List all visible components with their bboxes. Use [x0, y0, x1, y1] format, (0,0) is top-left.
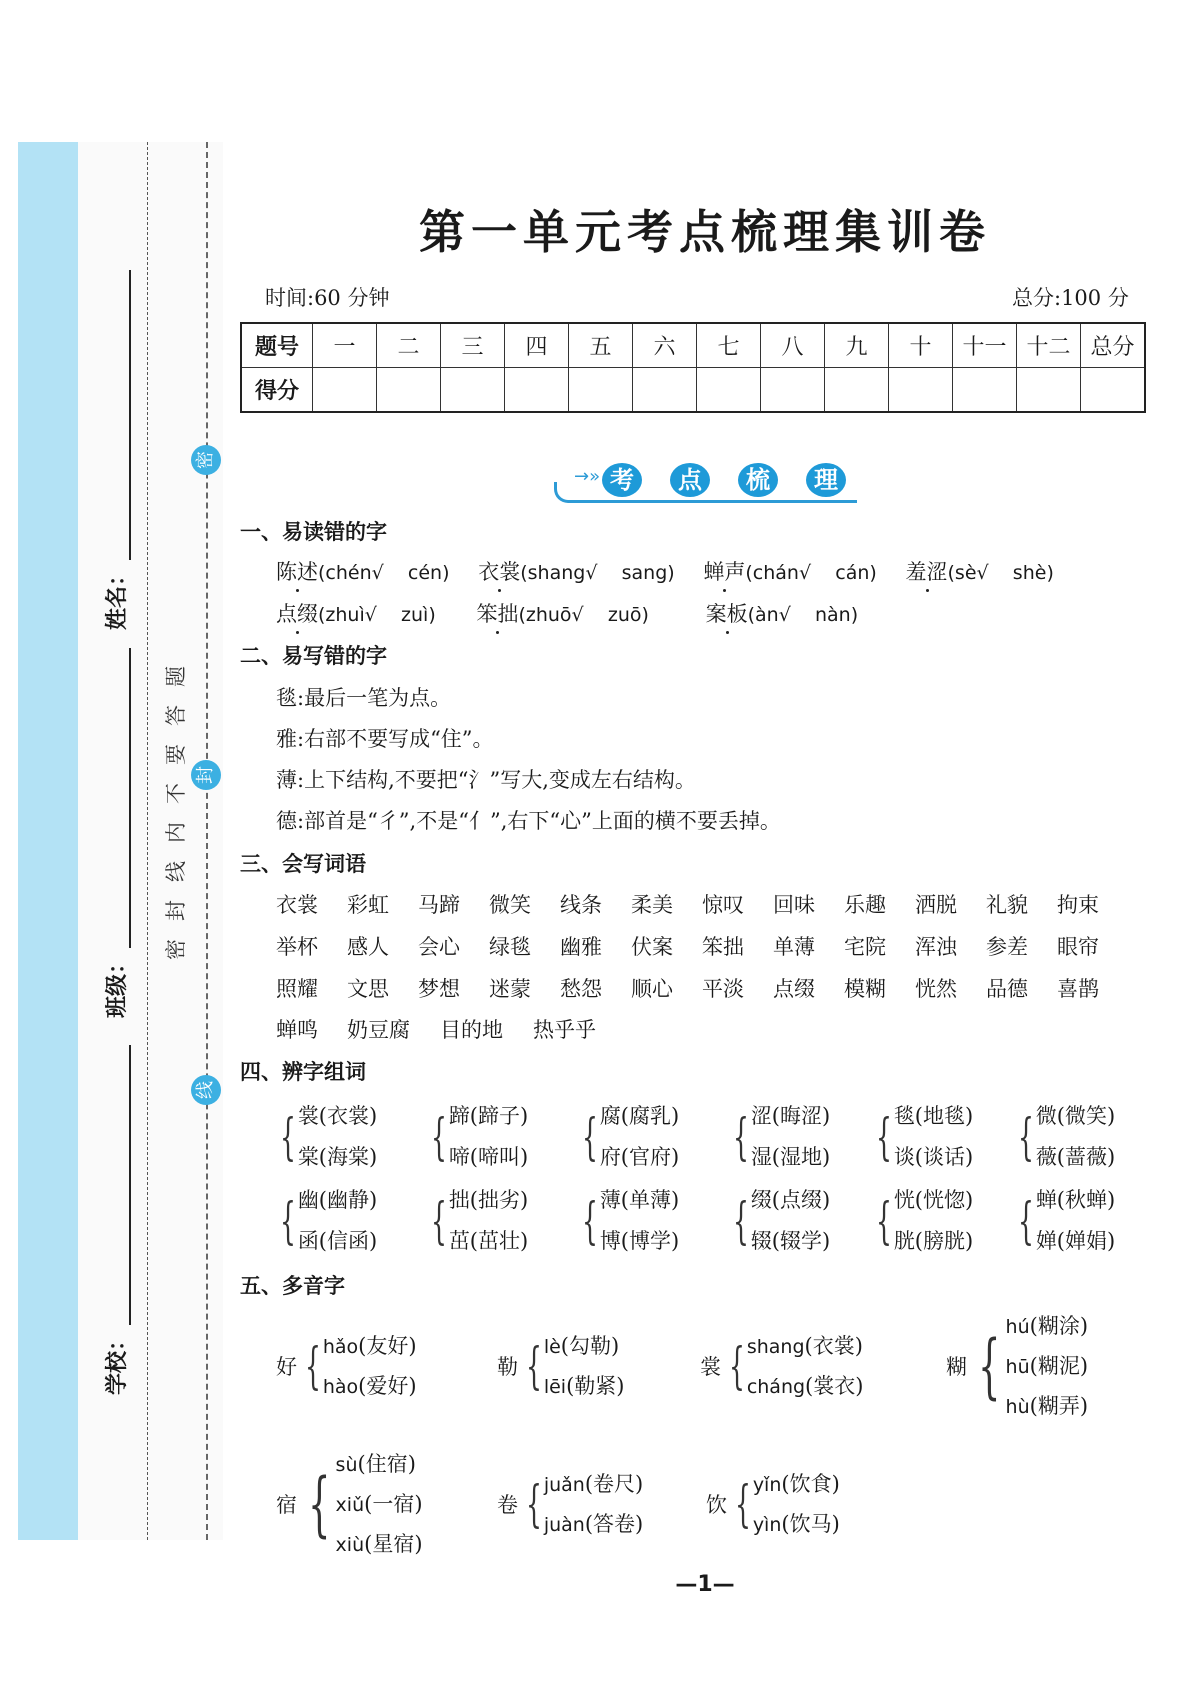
char-pair — [868, 1180, 973, 1262]
wrong-pinyin: shè — [1012, 562, 1047, 584]
brace-icon: { — [728, 1337, 745, 1395]
vocab-word: 柔美 — [631, 893, 673, 917]
score-table — [240, 322, 1146, 413]
reading: hǎo(友好) — [322, 1334, 417, 1358]
reading: yìn(饮马) — [752, 1512, 840, 1536]
char-pair — [423, 1096, 528, 1178]
vocab-word: 照耀 — [276, 977, 318, 1001]
vocab-word: 感人 — [347, 935, 389, 959]
vocab-word: 浑浊 — [915, 935, 957, 959]
vocab-word: 顺心 — [631, 977, 673, 1001]
brace-icon: { — [308, 1463, 331, 1545]
score-cell[interactable] — [1017, 368, 1081, 413]
read-item: 陈述(chén√ cén) — [276, 560, 450, 584]
vocab-word: 彩虹 — [347, 893, 389, 917]
cut-line-inner — [147, 142, 148, 1540]
brace-icon: { — [1017, 1192, 1034, 1250]
pair-item: 蝉(秋蝉) — [1035, 1188, 1116, 1212]
brace-icon: { — [875, 1108, 892, 1166]
reading: juǎn(卷尺) — [543, 1472, 644, 1496]
read-item: 蝉声(chán√ cán) — [703, 560, 877, 584]
vocab-word: 蝉鸣 — [276, 1018, 318, 1042]
score-cell[interactable] — [761, 368, 825, 413]
vocab-word: 绿毯 — [489, 935, 531, 959]
char-pair — [574, 1180, 679, 1262]
table-header-cell: 五 — [569, 323, 633, 368]
table-header-cell: 题号 — [241, 323, 313, 368]
vocab-word: 衣裳 — [276, 893, 318, 917]
word: 点缀 — [276, 602, 318, 626]
name-label: 姓名： — [105, 563, 130, 630]
char-pair — [725, 1180, 830, 1262]
score-cell[interactable] — [441, 368, 505, 413]
class-label: 班级： — [105, 951, 130, 1018]
vocab-word: 单薄 — [773, 935, 815, 959]
vocab-word: 伏案 — [631, 935, 673, 959]
wrong-pinyin: sang — [621, 562, 668, 584]
seal-xian-icon: 线 — [191, 1075, 221, 1105]
pair-item: 函(信函) — [297, 1229, 378, 1253]
correct-pinyin: shang√ — [527, 562, 598, 584]
reading: lè(勾勒) — [543, 1334, 620, 1358]
table-row-score — [241, 368, 1145, 413]
polyphone-char: 卷 — [497, 1493, 518, 1517]
correct-pinyin: zhuì√ — [325, 604, 377, 626]
banner-char: 点 — [670, 463, 710, 497]
reading: hào(爱好) — [322, 1374, 417, 1398]
vocab-word: 微笑 — [489, 893, 531, 917]
pair-item: 蹄(蹄子) — [448, 1104, 529, 1128]
section-heading: 三、会写词语 — [240, 852, 366, 876]
brace-icon: { — [430, 1108, 447, 1166]
read-row — [276, 556, 1076, 586]
word-row — [276, 973, 1128, 1003]
wrong-pinyin: cén — [407, 562, 443, 584]
brace-icon: { — [581, 1192, 598, 1250]
table-header-cell: 九 — [825, 323, 889, 368]
pair-item: 薄(单薄) — [599, 1188, 680, 1212]
vocab-word: 会心 — [418, 935, 460, 959]
read-item: 羞涩(sè√ shè) — [905, 560, 1054, 584]
section-heading: 一、易读错的字 — [240, 520, 387, 544]
word: 笨拙 — [476, 602, 519, 626]
brace-icon: { — [430, 1192, 447, 1250]
brace-icon: { — [875, 1192, 892, 1250]
score-row-label: 得分 — [241, 368, 313, 413]
name-field[interactable] — [100, 270, 131, 630]
section-heading: 二、易写错的字 — [240, 644, 387, 668]
polyphone-group — [276, 1444, 423, 1564]
char-pair — [1010, 1180, 1115, 1262]
pair-item: 棠(海棠) — [297, 1145, 378, 1169]
char-pair — [1010, 1096, 1115, 1178]
correct-pinyin: àn√ — [755, 604, 791, 626]
vocab-word: 礼貌 — [986, 893, 1028, 917]
time-limit: 时间:60 分钟 — [265, 286, 390, 310]
brace-icon: { — [304, 1337, 321, 1395]
wrong-pinyin: zuō — [607, 604, 642, 626]
pair-item: 薇(蔷薇) — [1035, 1145, 1116, 1169]
brace-icon: { — [581, 1108, 598, 1166]
vocab-word: 笨拙 — [702, 935, 744, 959]
section-banner — [552, 460, 862, 506]
pair-item: 恍(恍惚) — [893, 1188, 974, 1212]
pair-item: 谈(谈话) — [893, 1145, 974, 1169]
vocab-word: 洒脱 — [915, 893, 957, 917]
vocab-word: 惊叹 — [702, 893, 744, 917]
vocab-word: 愁怨 — [560, 977, 602, 1001]
correct-pinyin: sè√ — [954, 562, 989, 584]
wrong-pinyin: cán — [835, 562, 870, 584]
table-header-cell: 十 — [889, 323, 953, 368]
note-line: 德:部首是“彳”,不是“亻”,右下“心”上面的横不要丢掉。 — [276, 809, 781, 833]
word: 衣裳 — [478, 560, 521, 584]
reading: sù(住宿) — [335, 1452, 416, 1476]
pair-item: 裳(衣裳) — [297, 1104, 378, 1128]
table-header-cell: 十二 — [1017, 323, 1081, 368]
vocab-word: 举杯 — [276, 935, 318, 959]
vocab-word: 线条 — [560, 893, 602, 917]
polyphone-char: 饮 — [706, 1493, 727, 1517]
pair-item: 拙(拙劣) — [448, 1188, 529, 1212]
pair-item: 府(官府) — [599, 1145, 680, 1169]
seal-line — [206, 142, 208, 1540]
vocab-word: 梦想 — [418, 977, 460, 1001]
reading: juàn(答卷) — [543, 1512, 644, 1536]
pair-item: 湿(湿地) — [750, 1145, 831, 1169]
pair-item: 涩(晦涩) — [750, 1104, 831, 1128]
banner-char: 考 — [602, 463, 642, 497]
reading: lēi(勒紧) — [543, 1374, 625, 1398]
brace-icon: { — [978, 1325, 1001, 1407]
read-item: 笨拙(zhuō√ zuō) — [476, 602, 649, 626]
vocab-word: 回味 — [773, 893, 815, 917]
word-row — [276, 889, 1128, 919]
banner-char: 梳 — [738, 463, 778, 497]
read-row — [276, 598, 880, 628]
vocab-word: 宅院 — [844, 935, 886, 959]
total-score: 总分:100 分 — [1012, 286, 1129, 310]
vocab-word: 迷蒙 — [489, 977, 531, 1001]
word-row — [276, 1014, 626, 1044]
word-row — [276, 931, 1128, 961]
page-title: 第一单元考点梳理集训卷 — [419, 205, 991, 259]
char-pair — [725, 1096, 830, 1178]
char-pair — [272, 1096, 377, 1178]
polyphone-char: 糊 — [946, 1355, 967, 1379]
pair-item: 茁(茁壮) — [448, 1229, 529, 1253]
pair-item: 毯(地毯) — [893, 1104, 974, 1128]
vocab-word: 恍然 — [915, 977, 957, 1001]
score-cell[interactable] — [889, 368, 953, 413]
score-cell[interactable] — [377, 368, 441, 413]
table-header-cell: 八 — [761, 323, 825, 368]
brace-icon: { — [279, 1108, 296, 1166]
score-cell[interactable] — [633, 368, 697, 413]
word: 案板 — [705, 602, 748, 626]
read-item: 衣裳(shang√ sang) — [478, 560, 675, 584]
seal-mi-icon: 密 — [191, 445, 221, 475]
brace-icon: { — [1017, 1108, 1034, 1166]
correct-pinyin: zhuō√ — [525, 604, 584, 626]
char-pair — [574, 1096, 679, 1178]
read-item: 案板(àn√ nàn) — [705, 602, 859, 626]
score-cell[interactable] — [953, 368, 1017, 413]
vocab-word: 热乎乎 — [533, 1018, 596, 1042]
char-pair — [868, 1096, 973, 1178]
table-header-cell: 二 — [377, 323, 441, 368]
table-header-cell: 十一 — [953, 323, 1017, 368]
table-header-cell: 四 — [505, 323, 569, 368]
polyphone-group — [276, 1326, 417, 1406]
pair-item: 啼(啼叫) — [448, 1145, 529, 1169]
table-header-cell: 总分 — [1081, 323, 1146, 368]
reading: hū(糊泥) — [1005, 1354, 1089, 1378]
reading: hù(糊弄) — [1005, 1394, 1089, 1418]
word: 蝉声 — [703, 560, 746, 584]
polyphone-group — [700, 1326, 863, 1406]
banner-char: 理 — [806, 463, 846, 497]
reading: hú(糊涂) — [1005, 1314, 1089, 1338]
table-row-header — [241, 323, 1145, 368]
binding-strip — [18, 142, 78, 1540]
word: 羞涩 — [905, 560, 948, 584]
pair-item: 微(微笑) — [1035, 1104, 1116, 1128]
section-heading: 四、辨字组词 — [240, 1060, 366, 1084]
vocab-word: 眼帘 — [1057, 935, 1099, 959]
pair-item: 腐(腐乳) — [599, 1104, 680, 1128]
wrong-pinyin: zuì — [401, 604, 429, 626]
reading: cháng(裳衣) — [746, 1374, 864, 1398]
vocab-word: 平淡 — [702, 977, 744, 1001]
pair-item: 博(博学) — [599, 1229, 680, 1253]
school-field[interactable] — [100, 1045, 131, 1395]
brace-icon: { — [279, 1192, 296, 1250]
section-heading: 五、多音字 — [240, 1274, 345, 1298]
vocab-word: 幽雅 — [560, 935, 602, 959]
score-cell[interactable] — [569, 368, 633, 413]
brace-icon: { — [525, 1337, 542, 1395]
polyphone-group — [497, 1326, 624, 1406]
word: 陈述 — [276, 560, 318, 584]
note-line: 雅:右部不要写成“住”。 — [276, 727, 494, 751]
pair-item: 幽(幽静) — [297, 1188, 378, 1212]
table-header-cell: 六 — [633, 323, 697, 368]
vocab-word: 点缀 — [773, 977, 815, 1001]
class-field[interactable] — [100, 648, 131, 1018]
note-line: 毯:最后一笔为点。 — [276, 686, 452, 710]
seal-feng-icon: 封 — [191, 760, 221, 790]
score-cell[interactable] — [1081, 368, 1146, 413]
vocab-word: 文思 — [347, 977, 389, 1001]
vocab-word: 喜鹊 — [1057, 977, 1099, 1001]
table-header-cell: 三 — [441, 323, 505, 368]
seal-notice: 密封线内不要答题 — [164, 648, 188, 960]
reading: shang(衣裳) — [746, 1334, 863, 1358]
polyphone-char: 好 — [276, 1355, 297, 1379]
correct-pinyin: chán√ — [752, 562, 812, 584]
brace-icon: { — [732, 1108, 749, 1166]
page-number: —1— — [675, 1572, 735, 1597]
polyphone-group — [706, 1464, 840, 1544]
vocab-word: 模糊 — [844, 977, 886, 1001]
char-pair — [423, 1180, 528, 1262]
vocab-word: 马蹄 — [418, 893, 460, 917]
table-header-cell: 一 — [313, 323, 377, 368]
brace-icon: { — [734, 1475, 751, 1533]
score-cell[interactable] — [825, 368, 889, 413]
reading: xiǔ(一宿) — [335, 1492, 423, 1516]
read-item: 点缀(zhuì√ zuì) — [276, 602, 436, 626]
polyphone-char: 宿 — [276, 1493, 297, 1517]
reading: xiù(星宿) — [335, 1532, 423, 1556]
note-line: 薄:上下结构,不要把“氵”写大,变成左右结构。 — [276, 768, 696, 792]
reading: yǐn(饮食) — [752, 1472, 840, 1496]
vocab-word: 乐趣 — [844, 893, 886, 917]
wrong-pinyin: nàn — [814, 604, 851, 626]
score-cell[interactable] — [697, 368, 761, 413]
arrow-icon: →» — [574, 466, 601, 487]
correct-pinyin: chén√ — [325, 562, 384, 584]
vocab-word: 品德 — [986, 977, 1028, 1001]
vocab-word: 拘束 — [1057, 893, 1099, 917]
polyphone-char: 裳 — [700, 1355, 721, 1379]
polyphone-char: 勒 — [497, 1355, 518, 1379]
pair-item: 缀(点缀) — [750, 1188, 831, 1212]
score-cell[interactable] — [505, 368, 569, 413]
vocab-word: 目的地 — [440, 1018, 503, 1042]
pair-item: 胱(膀胱) — [893, 1229, 974, 1253]
char-pair — [272, 1180, 377, 1262]
vocab-word: 参差 — [986, 935, 1028, 959]
score-cell[interactable] — [313, 368, 377, 413]
polyphone-group — [497, 1464, 643, 1544]
pair-item: 婵(婵娟) — [1035, 1229, 1116, 1253]
school-label: 学校： — [105, 1328, 130, 1395]
brace-icon: { — [732, 1192, 749, 1250]
vocab-word: 奶豆腐 — [347, 1018, 410, 1042]
brace-icon: { — [525, 1475, 542, 1533]
polyphone-group — [946, 1306, 1088, 1426]
pair-item: 辍(辍学) — [750, 1229, 831, 1253]
table-header-cell: 七 — [697, 323, 761, 368]
